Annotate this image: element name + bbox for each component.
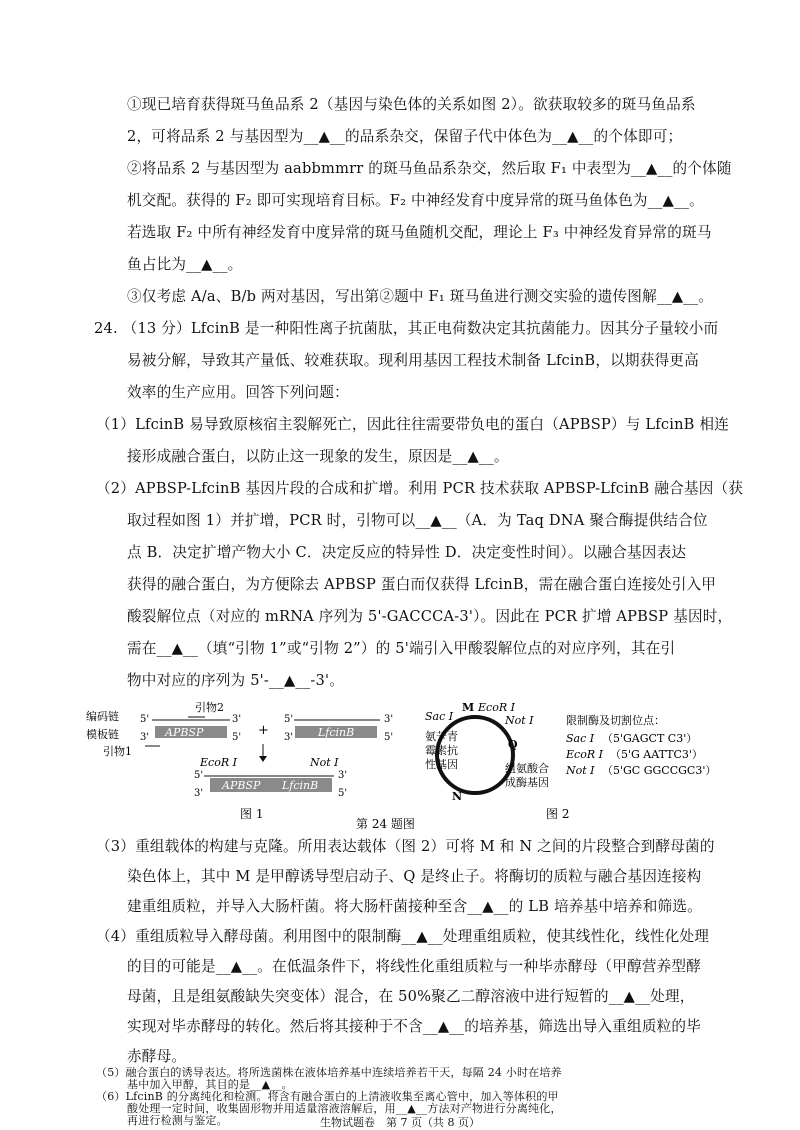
fusion-coding-3prime: 3' — [338, 770, 348, 781]
apbsp-coding-5prime: 5' — [140, 714, 150, 725]
template-strand-label: 模板链 — [86, 728, 119, 741]
q24-part5-line1: （5）融合蛋白的诱导表达。将所选菌株在液体培养基中连续培养若干天，每隔 24 小时在培养 — [96, 1066, 562, 1079]
fusion-noti-label: Not I — [310, 756, 339, 769]
enzyme-noti-site: （5'GC GGCCGC3'） — [602, 764, 717, 777]
q24-part3-line2: 染色体上，其中 M 是甲醇诱导型启动子、Q 是终止子。将酶切的质粒与融合基因连接构 — [127, 868, 702, 885]
lfcinb-label: LfcinB — [318, 726, 355, 739]
primer2-label: 引物2 — [195, 701, 224, 714]
q24-part1-line2: 接形成融合蛋白，以防止这一现象的发生，原因是__▲__。 — [127, 448, 509, 465]
plasmid-label-m: M — [462, 701, 475, 714]
q24-part6-line1: （6）LfcinB 的分离纯化和检测。将含有融合蛋白的上清液收集至离心管中，加入等体积的甲 — [96, 1090, 559, 1103]
apbsp-label: APBSP — [165, 726, 204, 739]
q23-item-1b: 2，可将品系 2 与基因型为__▲__的品系杂交，保留子代中体色为__▲__的个体即可； — [127, 128, 683, 145]
lfcinb-coding-5prime: 5' — [284, 714, 294, 725]
coding-strand-label: 编码链 — [86, 710, 119, 723]
q24-part2-line4: 获得的融合蛋白，为方便除去 APBSP 蛋白而仅获得 LfcinB，需在融合蛋白连接处引入甲 — [127, 576, 717, 593]
figure-2 — [425, 701, 569, 821]
his-synthase-line1: 组氨酸合 — [505, 762, 549, 775]
apbsp-template-5prime: 5' — [232, 732, 242, 743]
q24-intro-1: 24. （13 分）LfcinB 是一种阳性离子抗菌肽，其正电荷数决定其抗菌能力。因其分子量较小而 — [94, 320, 719, 337]
figure-1 — [86, 700, 393, 821]
q23-item-2b: 机交配。获得的 F₂ 即可实现培育目标。F₂ 中神经发育中度异常的斑马鱼体色为__▲__。 — [127, 192, 704, 209]
plasmid-label-q: Q — [508, 738, 518, 751]
q24-part4-line1: （4）重组质粒导入酵母菌。利用图中的限制酶__▲__处理重组质粒，使其线性化，线性化处理 — [96, 928, 710, 945]
fusion-lfcinb-label: LfcinB — [282, 779, 319, 792]
plus-sign: + — [258, 723, 269, 738]
apbsp-template-3prime: 3' — [140, 732, 150, 743]
q23-item-2d: 鱼占比为__▲__。 — [127, 256, 243, 273]
q24-part2-line1: （2）APBSP-LfcinB 基因片段的合成和扩增。利用 PCR 技术获取 APBSP-LfcinB 融合基因（获 — [96, 480, 744, 497]
enzyme-ecori-name: EcoR I — [566, 748, 603, 761]
lfcinb-template-5prime: 5' — [384, 732, 394, 743]
fusion-template-5prime: 5' — [338, 788, 348, 799]
plasmid-saci-label: Sac I — [425, 710, 454, 723]
page-footer: 生物试题卷 第 7 页（共 8 页） — [320, 1116, 480, 1129]
enzyme-saci-name: Sac I — [566, 732, 595, 745]
primer1-label: 引物1 — [103, 745, 132, 758]
q24-part6-line3: 再进行检测与鉴定。 — [127, 1114, 228, 1127]
q24-part2-line3: 点 B．决定扩增产物大小 C．决定反应的特异性 D．决定变性时间）。以融合基因表达 — [127, 544, 687, 561]
plasmid-label-n: N — [452, 790, 463, 803]
figure-1-caption: 图 1 — [240, 807, 264, 821]
q24-part2-line5: 酸裂解位点（对应的 mRNA 序列为 5'-GACCCA-3'）。因此在 PCR 扩增 APBSP 基因时， — [127, 608, 733, 625]
enzyme-table — [565, 713, 716, 777]
q23-item-2a: ②将品系 2 与基因型为 aabbmmrr 的斑马鱼品系杂交，然后取 F₁ 中表型为__▲__的个体随 — [127, 160, 732, 177]
q24-part1-line1: （1）LfcinB 易导致原核宿主裂解死亡，因此往往需要带负电的蛋白（APBSP）与 LfcinB 相连 — [96, 416, 730, 433]
q23-item-3: ③仅考虑 A/a、B/b 两对基因，写出第②题中 F₁ 斑马鱼进行测交实验的遗传图解__▲__。 — [127, 288, 714, 305]
q24-part6-line2: 酸处理一定时间，收集固形物并用适量溶液溶解后，用__▲__方法对产物进行分离纯化， — [127, 1102, 562, 1115]
fusion-ecori-label: EcoR I — [200, 756, 237, 769]
amp-resistance-line3: 性基因 — [425, 758, 458, 771]
amp-resistance-line1: 氨苄青 — [425, 730, 458, 743]
q24-part4-line3: 母菌，且是组氨酸缺失突变体）混合，在 50%聚乙二醇溶液中进行短暂的__▲__处理， — [127, 988, 695, 1005]
fusion-template-3prime: 3' — [194, 788, 204, 799]
lfcinb-coding-3prime: 3' — [384, 714, 394, 725]
amp-resistance-line2: 霉素抗 — [425, 744, 458, 757]
q24-part4-line4: 实现对毕赤酵母的转化。然后将其接种于不含__▲__的培养基，筛选出导入重组质粒的毕 — [127, 1018, 701, 1035]
fusion-coding-5prime: 5' — [194, 770, 204, 781]
enzyme-saci-site: （5'GAGCT C3'） — [602, 732, 698, 745]
q24-part3-line3: 建重组质粒，并导入大肠杆菌。将大肠杆菌接种至含__▲__的 LB 培养基中培养和筛选。 — [127, 898, 702, 915]
q24-part4-line2: 的目的可能是__▲__。在低温条件下，将线性化重组质粒与一种毕赤酵母（甲醇营养型酵 — [127, 958, 701, 975]
fusion-arrowhead — [259, 756, 267, 762]
fusion-apbsp-label: APBSP — [222, 779, 261, 792]
his-synthase-line2: 成酶基因 — [505, 776, 549, 789]
plasmid-noti-label: Not I — [505, 714, 534, 727]
figure-caption-q24: 第 24 题图 — [356, 817, 415, 830]
q23-item-1a: ①现已培育获得斑马鱼品系 2（基因与染色体的关系如图 2）。欲获取较多的斑马鱼品系 — [127, 96, 696, 113]
q24-part3-line1: （3）重组载体的构建与克隆。所用表达载体（图 2）可将 M 和 N 之间的片段整合到酵母菌的 — [96, 838, 715, 855]
enzyme-ecori-site: （5'G AATTC3'） — [610, 748, 703, 761]
q24-part2-line6: 需在__▲__（填“引物 1”或“引物 2”）的 5'端引入甲酸裂解位点的对应序列，其在引 — [127, 640, 676, 657]
q24-part2-line7: 物中对应的序列为 5'-__▲__-3'。 — [127, 672, 345, 689]
q24-intro-2: 易被分解，导致其产量低、较难获取。现利用基因工程技术制备 LfcinB，以期获得更高 — [127, 352, 699, 369]
q24-part5-line2: 基中加入甲醇，其目的是__▲__。 — [127, 1078, 293, 1091]
apbsp-coding-3prime: 3' — [232, 714, 242, 725]
q24-part2-line2: 取过程如图 1）并扩增，PCR 时，引物可以__▲__（A．为 Taq DNA 聚合酶提供结合位 — [127, 512, 708, 529]
q24-intro-3: 效率的生产应用。回答下列问题： — [127, 384, 349, 401]
enzyme-noti-name: Not I — [566, 764, 595, 777]
plasmid-ecori-label: EcoR I — [478, 701, 515, 714]
q24-part4-line5: 赤酵母。 — [127, 1048, 187, 1065]
lfcinb-template-3prime: 3' — [284, 732, 294, 743]
question-24-figures — [0, 700, 800, 830]
q23-item-2c: 若选取 F₂ 中所有神经发育中度异常的斑马鱼随机交配，理论上 F₃ 中神经发育异常的斑马 — [127, 224, 712, 241]
figure-2-caption: 图 2 — [546, 807, 570, 821]
enzyme-table-title: 限制酶及切割位点： — [566, 714, 665, 727]
